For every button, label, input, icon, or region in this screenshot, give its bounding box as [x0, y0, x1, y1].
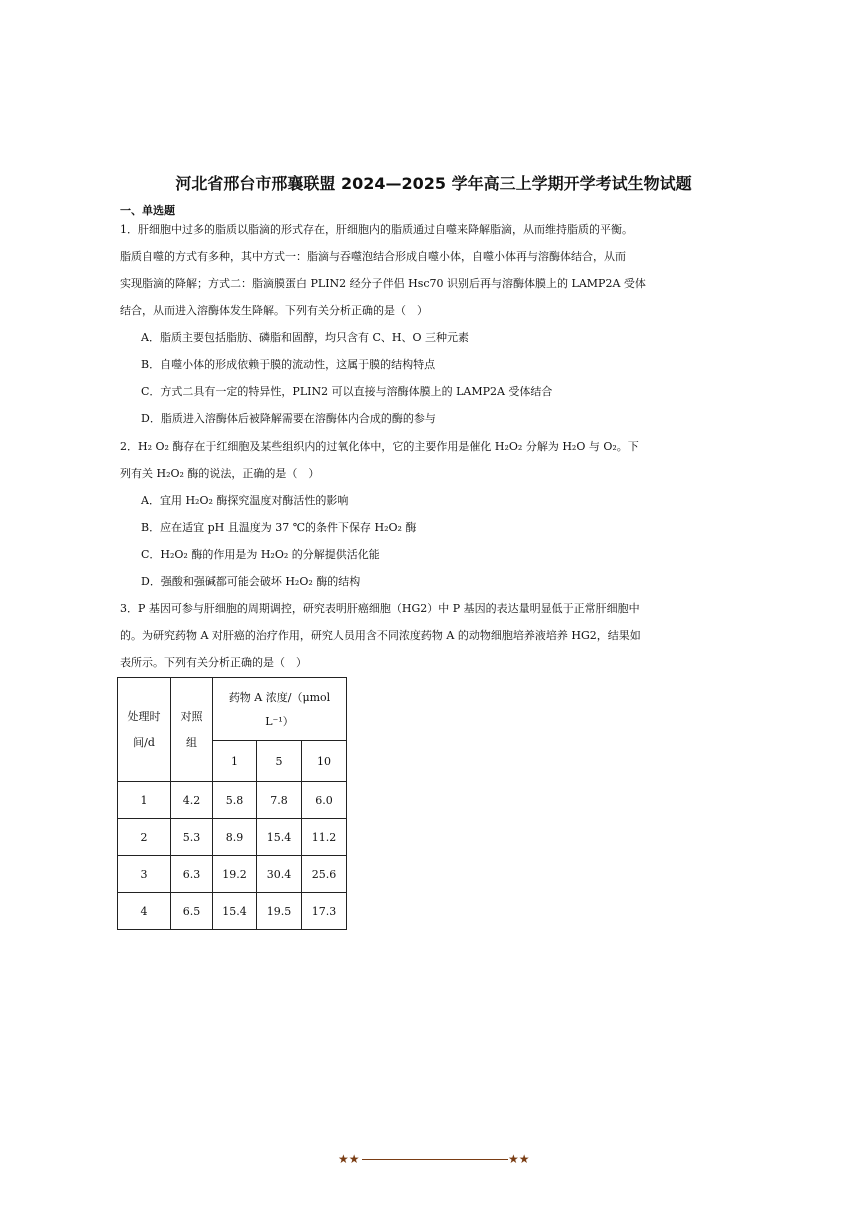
q1-stem-line: 脂质自噬的方式有多种，其中方式一：脂滴与吞噬泡结合形成自噬小体，自噬小体再与溶酶体结合，从而 [120, 250, 626, 263]
table-cell: 4 [118, 893, 171, 930]
table-cell: 1 [118, 782, 171, 819]
table-row [118, 856, 347, 893]
results-table [117, 677, 347, 930]
table-cell: 15.4 [257, 819, 302, 856]
q2-option-c: C．H₂O₂ 酶的作用是为 H₂O₂ 的分解提供活化能 [141, 548, 380, 561]
q1-stem-line: 结合，从而进入溶酶体发生降解。下列有关分析正确的是（ ） [120, 304, 428, 317]
q2-stem-line: 2．H₂ O₂ 酶存在于红细胞及某些组织内的过氧化体中，它的主要作用是催化 H₂O₂ 分解为 H₂O 与 O₂。下 [120, 440, 639, 453]
q1-option-c: C．方式二具有一定的特异性，PLIN2 可以直接与溶酶体膜上的 LAMP2A 受体结合 [141, 385, 553, 398]
table-cell: 15.4 [213, 893, 257, 930]
table-cell: 11.2 [302, 819, 347, 856]
star-icon: ★★ [338, 1152, 360, 1166]
table-cell: 25.6 [302, 856, 347, 893]
table-row [118, 819, 347, 856]
table-row [118, 782, 347, 819]
q1-option-b: B．自噬小体的形成依赖于膜的流动性，这属于膜的结构特点 [141, 358, 436, 371]
table-cell: 2 [118, 819, 171, 856]
q3-stem-line: 表所示。下列有关分析正确的是（ ） [120, 656, 307, 669]
page-title: 河北省邢台市邢襄联盟 2024—2025 学年高三上学期开学考试生物试题 [175, 174, 692, 193]
table-cell: 17.3 [302, 893, 347, 930]
concentration-cell: 10 [302, 741, 347, 782]
table-cell: 6.0 [302, 782, 347, 819]
header-drug-concentration [213, 678, 347, 741]
header-drug-line: L⁻¹） [265, 715, 294, 728]
q1-stem-line: 1．肝细胞中过多的脂质以脂滴的形式存在，肝细胞内的脂质通过自噬来降解脂滴，从而维持脂质的平衡。 [120, 223, 633, 236]
q1-stem-line: 实现脂滴的降解；方式二：脂滴膜蛋白 PLIN2 经分子伴侣 Hsc70 识别后再与溶酶体膜上的 LAMP2A 受体 [120, 277, 646, 290]
table-cell: 6.5 [171, 893, 213, 930]
table-cell: 30.4 [257, 856, 302, 893]
q2-option-b: B．应在适宜 pH 且温度为 37 ℃的条件下保存 H₂O₂ 酶 [141, 521, 417, 534]
q2-stem-line: 列有关 H₂O₂ 酶的说法，正确的是（ ） [120, 467, 320, 480]
table-cell: 5.3 [171, 819, 213, 856]
table-cell: 4.2 [171, 782, 213, 819]
table-cell: 3 [118, 856, 171, 893]
star-icon: ★★ [508, 1152, 530, 1166]
q3-stem-line: 3．P 基因可参与肝细胞的周期调控，研究表明肝癌细胞（HG2）中 P 基因的表达量明显低于正常肝细胞中 [120, 602, 640, 615]
q3-stem-line: 的。为研究药物 A 对肝癌的治疗作用，研究人员用含不同浓度药物 A 的动物细胞培养液培养 HG2，结果如 [120, 629, 641, 642]
footer-ornament [338, 1152, 533, 1168]
header-control [171, 678, 213, 782]
q2-option-d: D．强酸和强碱都可能会破坏 H₂O₂ 酶的结构 [141, 575, 361, 588]
section-heading: 一、单选题 [120, 204, 175, 217]
table-cell: 6.3 [171, 856, 213, 893]
footer-divider [362, 1159, 508, 1160]
header-control-line: 组 [186, 735, 197, 749]
q2-option-a: A．宜用 H₂O₂ 酶探究温度对酶活性的影响 [141, 494, 349, 507]
table-cell: 19.5 [257, 893, 302, 930]
table-cell: 5.8 [213, 782, 257, 819]
header-drug-line: 药物 A 浓度/（μmol [228, 691, 331, 704]
header-time [118, 678, 171, 782]
table-cell: 19.2 [213, 856, 257, 893]
q1-option-d: D．脂质进入溶酶体后被降解需要在溶酶体内合成的酶的参与 [141, 412, 436, 425]
header-time-line: 间/d [133, 735, 155, 749]
header-control-line: 对照 [180, 709, 203, 723]
header-time-line: 处理时 [127, 709, 161, 723]
q1-option-a: A．脂质主要包括脂肪、磷脂和固醇，均只含有 C、H、O 三种元素 [141, 331, 469, 344]
concentration-cell: 5 [257, 741, 302, 782]
table-row [118, 893, 347, 930]
table-cell: 8.9 [213, 819, 257, 856]
table-cell: 7.8 [257, 782, 302, 819]
concentration-cell: 1 [213, 741, 257, 782]
